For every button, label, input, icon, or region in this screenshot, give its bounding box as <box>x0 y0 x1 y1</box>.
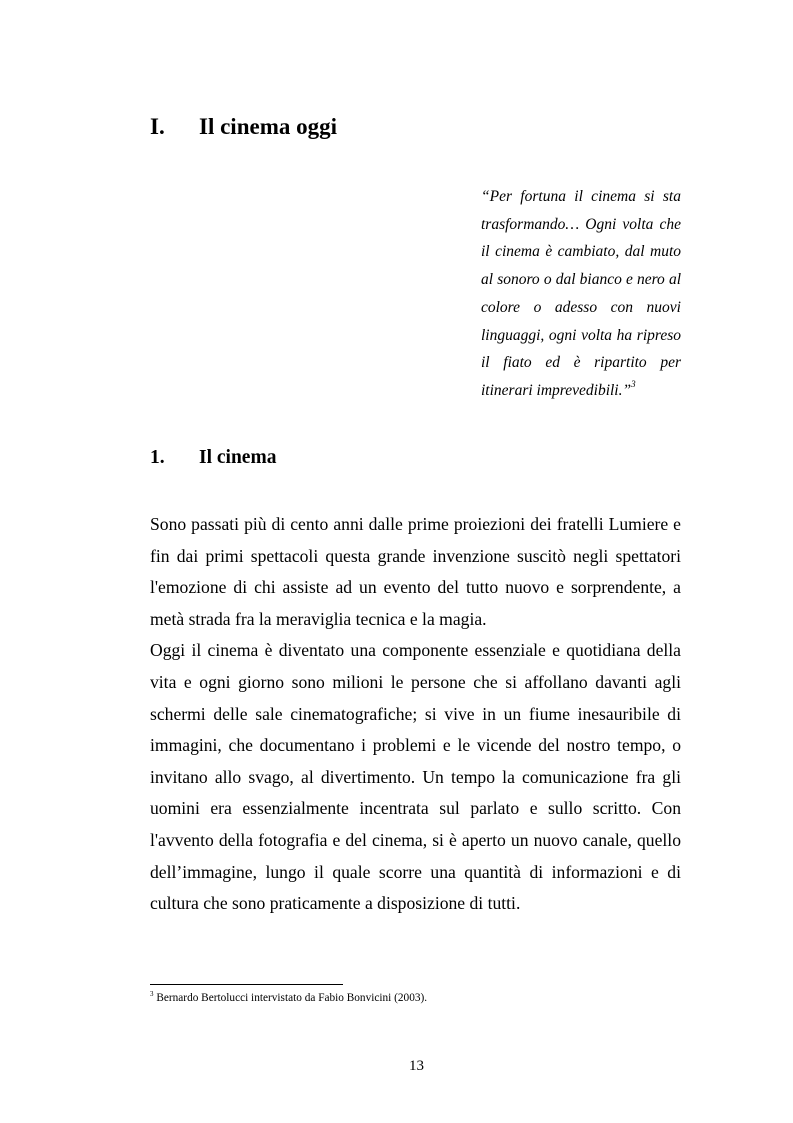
section-heading <box>150 447 276 469</box>
paragraph-2: Oggi il cinema è diventato una componente essenziale e quotidiana della vita e ogni giorno sono milioni le persone che si affollano davanti agli schermi delle sale cinematografiche; si vive in un fiume inesauribile di immagini, che documentano i problemi e le vicende del nostro tempo, o invitano allo svago, al divertimento. Un tempo la comunicazione fra gli uomini era essenzialmente incentrata sul parlato e sullo scritto. Con l'avvento della fotografia e del cinema, si è aperto un nuovo canale, quello dell’immagine, lungo il quale scorre una quantità di informazioni e di cultura che sono praticamente a disposizione di tutti. <box>150 640 681 914</box>
epigraph-text: “Per fortuna il cinema si sta trasformando… Ogni volta che il cinema è cambiato, dal muto al sonoro o dal bianco e nero al colore o adesso con nuovi linguaggi, ogni volta ha ripreso il fiato ed è ripartito per itinerari imprevedibili.” <box>481 188 681 399</box>
chapter-heading <box>150 114 337 140</box>
footnote <box>150 992 427 1004</box>
footnote-text: Bernardo Bertolucci intervistato da Fabio Bonvicini (2003). <box>156 992 428 1004</box>
body-text <box>150 509 681 920</box>
section-title: Il cinema <box>199 447 277 468</box>
epigraph-footnote-ref[interactable]: 3 <box>631 378 636 389</box>
chapter-title: Il cinema oggi <box>199 114 337 139</box>
paragraph-1: Sono passati più di cento anni dalle prime proiezioni dei fratelli Lumiere e fin dai primi spettacoli questa grande invenzione suscitò negli spettatori l'emozione di chi assiste ad un evento del tutto nuovo e sorprendente, a metà strada fra la meraviglia tecnica e la magia. <box>150 514 681 629</box>
chapter-number: I. <box>150 114 165 139</box>
footnote-divider <box>150 984 343 985</box>
section-number: 1. <box>150 447 165 468</box>
footnote-marker: 3 <box>150 990 154 999</box>
epigraph-quote <box>481 183 681 405</box>
page-number: 13 <box>409 1058 424 1074</box>
